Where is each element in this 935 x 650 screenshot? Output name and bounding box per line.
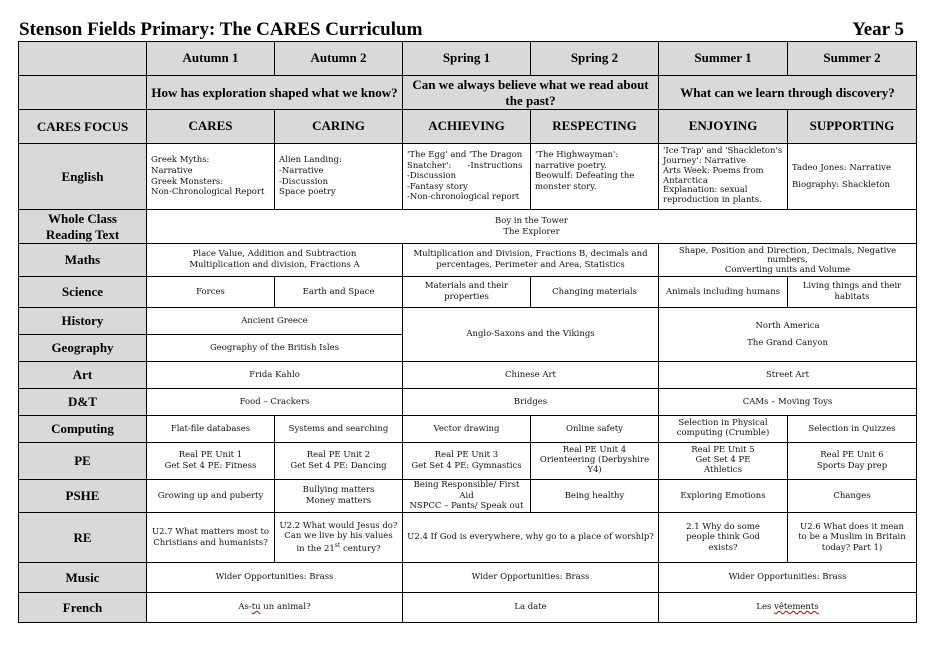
english-line: Alien Landing: [279, 155, 342, 166]
cares-focus-value: SUPPORTING [788, 110, 917, 144]
history-geography-summer [659, 308, 917, 362]
term-summer-1: Summer 1 [659, 42, 788, 76]
history-geography-spring: Anglo-Saxons and the Vikings [403, 308, 659, 362]
english-line: 'Ice Trap' and 'Shackleton's [663, 146, 783, 157]
english-line: narrative poetry. [535, 160, 607, 171]
english-line: Narrative [151, 165, 193, 176]
re-autumn-2-end: century? [340, 543, 381, 554]
cares-focus-row [19, 110, 917, 144]
english-line: -Fantasy story [407, 181, 468, 192]
science-cell: Earth and Space [275, 277, 403, 308]
re-ordinal-suffix: st [334, 541, 341, 549]
geography-autumn: Geography of the British Isles [147, 335, 403, 362]
pshe-row [19, 480, 917, 513]
french-summer-underlined: vêtements [774, 602, 819, 613]
maths-label: Maths [19, 244, 147, 277]
science-cell: Materials and their properties [403, 277, 531, 308]
reading-label-line: Reading Text [45, 226, 120, 242]
english-line: Non-Chronological Report [151, 187, 265, 198]
science-cell: Animals including humans [659, 277, 788, 308]
pshe-line: Bullying matters [302, 485, 375, 496]
computing-row [19, 416, 917, 443]
re-autumn-2-text: U2.2 What would Jesus do? Can we live by his values in the 21 [279, 520, 398, 554]
maths-spring [403, 244, 659, 277]
science-cell: Living things and their habitats [788, 277, 917, 308]
summer-question: What can we learn through discovery? [659, 76, 917, 110]
maths-autumn [147, 244, 403, 277]
re-label: RE [19, 513, 147, 563]
english-spring-2 [531, 144, 659, 210]
term-autumn-1: Autumn 1 [147, 42, 275, 76]
terms-row [19, 42, 917, 76]
computing-cell: Online safety [531, 416, 659, 443]
pe-line: Get Set 4 PE [695, 455, 751, 466]
maths-row [19, 244, 917, 277]
english-summer-2 [788, 144, 917, 210]
english-line: Arts Week: Poems from [663, 165, 764, 176]
art-row [19, 362, 917, 389]
dt-autumn: Food – Crackers [147, 389, 403, 416]
music-autumn: Wider Opportunities: Brass [147, 563, 403, 593]
pshe-autumn-2 [275, 480, 403, 513]
pshe-summer-1: Exploring Emotions [659, 480, 788, 513]
french-summer-pre: Les [756, 602, 775, 613]
art-summer: Street Art [659, 362, 917, 389]
maths-line: Place Value, Addition and Subtraction [192, 249, 357, 260]
reading-book: Boy in the Tower [495, 215, 568, 226]
science-label: Science [19, 277, 147, 308]
pe-label: PE [19, 443, 147, 480]
french-spring: La date [403, 593, 659, 623]
question-corner-cell [19, 76, 147, 110]
cares-focus-value: CARING [275, 110, 403, 144]
term-spring-1: Spring 1 [403, 42, 531, 76]
pe-line: Real PE Unit 2 [306, 450, 371, 461]
english-line: Greek Myths: [151, 155, 210, 166]
art-autumn: Frida Kahlo [147, 362, 403, 389]
cares-focus-value: ACHIEVING [403, 110, 531, 144]
pshe-line: Being Responsible/ First Aid [413, 480, 520, 501]
english-line: 'The Highwayman': [535, 150, 619, 160]
history-label: History [19, 308, 147, 335]
reading-label [19, 210, 147, 244]
pe-line: Sports Day prep [816, 461, 888, 471]
english-line: -Narrative [279, 165, 324, 176]
maths-line: Shape, Position and Direction, Decimals, Negative numbers, [678, 245, 897, 266]
re-autumn-1: U2.7 What matters most to Christians and humanists? [147, 513, 275, 563]
dt-label: D&T [19, 389, 147, 416]
pe-autumn-2 [275, 443, 403, 480]
maths-line: percentages, Perimeter and Area, Statistics [436, 260, 625, 270]
english-line: Journey': Narrative [663, 155, 746, 166]
computing-cell: Flat-file databases [147, 416, 275, 443]
pe-summer-2 [788, 443, 917, 480]
pe-line: Get Set 4 PE: Gymnastics [411, 461, 522, 471]
pshe-line: NSPCC – Pants/ Speak out [409, 501, 524, 512]
english-line: Tadeo Jones: Narrative [792, 162, 891, 173]
english-summer-1 [659, 144, 788, 210]
music-label: Music [19, 563, 147, 593]
computing-cell: Selection in Quizzes [788, 416, 917, 443]
english-line: -Discussion [407, 171, 457, 182]
pe-line: Real PE Unit 5 [691, 445, 755, 456]
dt-spring: Bridges [403, 389, 659, 416]
french-autumn [147, 593, 403, 623]
reading-book: The Explorer [503, 226, 560, 237]
english-line: monster story. [535, 181, 597, 192]
history-autumn: Ancient Greece [147, 308, 403, 335]
term-autumn-2: Autumn 2 [275, 42, 403, 76]
music-row [19, 563, 917, 593]
maths-line: Converting units and Volume [724, 265, 851, 276]
re-spring: U2.4 If God is everywhere, why go to a place of worship? [403, 513, 659, 563]
french-label: French [19, 593, 147, 623]
pe-line: Real PE Unit 3 [434, 450, 499, 461]
pe-line: Athletics [704, 464, 742, 475]
english-spring-1 [403, 144, 531, 210]
pshe-summer-2: Changes [788, 480, 917, 513]
science-row [19, 277, 917, 308]
pe-line: Get Set 4 PE: Dancing [290, 461, 387, 471]
pe-line: Real PE Unit 1 [178, 450, 243, 461]
english-line: Space poetry [279, 187, 336, 198]
science-cell: Forces [147, 277, 275, 308]
english-row [19, 144, 917, 210]
pshe-spring-2: Being healthy [531, 480, 659, 513]
pe-line: Real PE Unit 6 [820, 450, 884, 461]
english-line: -Non-chronological report [407, 192, 520, 203]
french-autumn-post: un animal? [260, 602, 311, 613]
french-autumn-pre: As- [238, 602, 252, 613]
computing-cell: Selection in Physical computing (Crumble) [659, 416, 788, 443]
pe-line: Real PE Unit 4 [562, 445, 627, 456]
art-label: Art [19, 362, 147, 389]
questions-row [19, 76, 917, 110]
term-spring-2: Spring 2 [531, 42, 659, 76]
summer-topic: North America [755, 320, 820, 331]
year-label: Year 5 [852, 19, 904, 40]
pe-spring-2 [531, 443, 659, 480]
pe-autumn-1 [147, 443, 275, 480]
english-line: reproduction in plants. [663, 195, 762, 206]
spring-question: Can we always believe what we read about the past? [403, 76, 659, 110]
pshe-line: Money matters [305, 496, 372, 506]
english-line: Greek Monsters: [151, 176, 224, 187]
pe-summer-1 [659, 443, 788, 480]
page-title: Stenson Fields Primary: The CARES Curriculum [19, 19, 423, 40]
re-summer-1: 2.1 Why do some people think God exists? [659, 513, 788, 563]
dt-row [19, 389, 917, 416]
corner-cell [19, 42, 147, 76]
geography-label: Geography [19, 335, 147, 362]
english-label: English [19, 144, 147, 210]
re-autumn-2 [275, 513, 403, 563]
reading-label-line: Whole Class [48, 210, 117, 226]
cares-focus-value: CARES [147, 110, 275, 144]
history-row [19, 308, 917, 335]
cares-focus-value: RESPECTING [531, 110, 659, 144]
pe-spring-1 [403, 443, 531, 480]
pe-line: Orienteering (Derbyshire [539, 455, 650, 466]
computing-cell: Vector drawing [403, 416, 531, 443]
curriculum-table [18, 41, 917, 623]
maths-line: Multiplication and Division, Fractions B, decimals and [413, 249, 648, 260]
art-spring: Chinese Art [403, 362, 659, 389]
pe-row [19, 443, 917, 480]
science-cell: Changing materials [531, 277, 659, 308]
maths-summer [659, 244, 917, 277]
english-line: Beowulf: Defeating the [535, 171, 635, 182]
english-line: Snatcher': -Instructions [407, 160, 523, 171]
english-autumn-2 [275, 144, 403, 210]
pe-line: Get Set 4 PE: Fitness [164, 461, 257, 471]
dt-summer: CAMs – Moving Toys [659, 389, 917, 416]
english-autumn-1 [147, 144, 275, 210]
re-row [19, 513, 917, 563]
music-summer: Wider Opportunities: Brass [659, 563, 917, 593]
english-line: -Discussion [279, 176, 329, 187]
reading-text [147, 210, 917, 244]
cares-focus-label: CARES FOCUS [19, 110, 147, 144]
maths-line: Multiplication and division, Fractions A [189, 260, 360, 270]
french-autumn-underlined: tu [251, 602, 261, 613]
pshe-spring-1 [403, 480, 531, 513]
computing-cell: Systems and searching [275, 416, 403, 443]
english-line: Explanation: sexual [663, 185, 748, 196]
reading-row [19, 210, 917, 244]
english-line: Antarctica [663, 175, 708, 186]
english-line: Biography: Shackleton [792, 179, 890, 190]
term-summer-2: Summer 2 [788, 42, 917, 76]
cares-focus-value: ENJOYING [659, 110, 788, 144]
pshe-autumn-1: Growing up and puberty [147, 480, 275, 513]
computing-label: Computing [19, 416, 147, 443]
music-spring: Wider Opportunities: Brass [403, 563, 659, 593]
re-summer-2: U2.6 What does it mean to be a Muslim in Britain today? Part 1) [788, 513, 917, 563]
summer-topic: The Grand Canyon [747, 337, 828, 348]
autumn-question: How has exploration shaped what we know? [147, 76, 403, 110]
english-line: 'The Egg' and 'The Dragon [407, 149, 523, 160]
pe-line: Y4) [587, 464, 602, 475]
pshe-label: PSHE [19, 480, 147, 513]
french-summer [659, 593, 917, 623]
french-row [19, 593, 917, 623]
